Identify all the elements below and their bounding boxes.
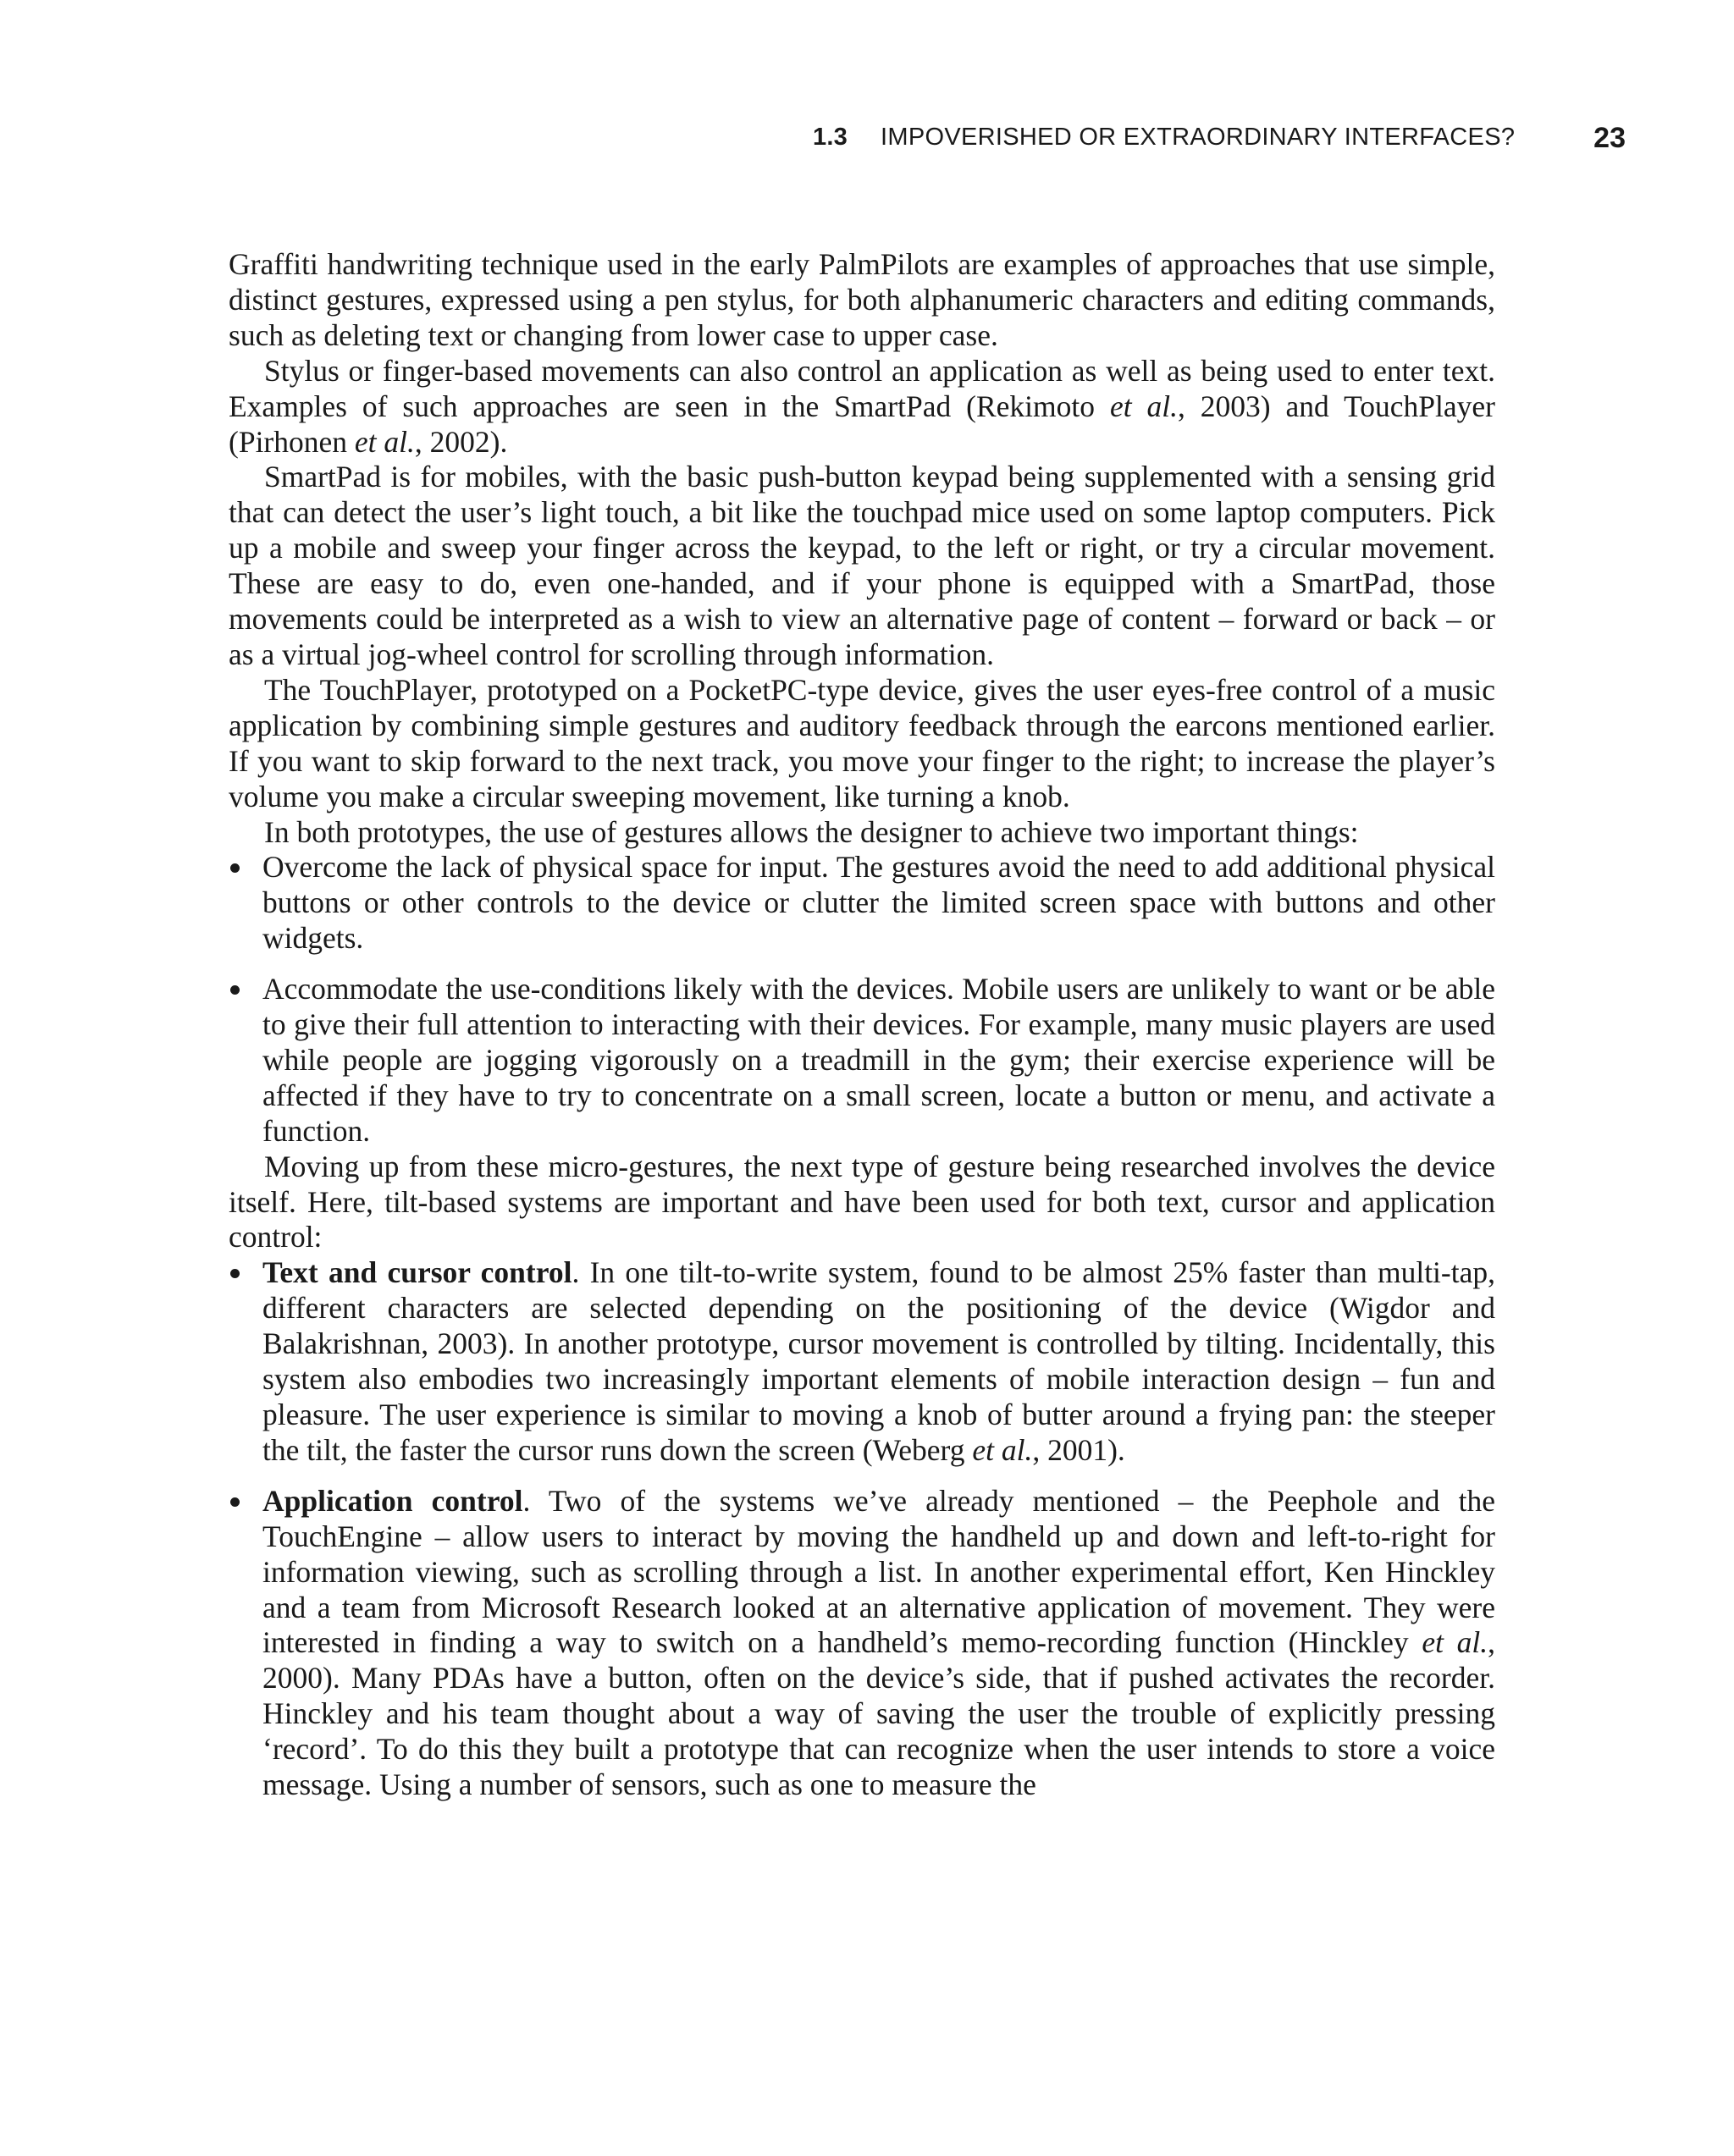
list-item — [229, 850, 1495, 957]
bullet-list-gesture-benefits — [229, 850, 1495, 1149]
section-title: IMPOVERISHED OR EXTRAORDINARY INTERFACES? — [881, 124, 1516, 151]
list-item-text: . In one tilt-to-write system, found to be almost 25% faster than multi-tap, different characters are selected depending on the positioning of the device (Wigdor and Balakrishnan, 2003). In another prototype, cursor movement is controlled by tilting. Incidentally, this system also embodies two increasingly important elements of mobile interaction design – fun and pleasure. The user experience is similar to moving a knob of butter around a frying pan: the steeper the tilt, the faster the cursor runs down the screen (Weberg — [262, 1255, 1495, 1467]
bullet-icon — [230, 1497, 240, 1507]
list-item-heading: Application control — [262, 1483, 523, 1518]
paragraph-graffiti: Graffiti handwriting technique used in the early PalmPilots are examples of approaches that use simple, distinct gestures, expressed using a pen stylus, for both alphanumeric characters and editing commands, such as deleting text or changing from lower case to upper case. — [229, 247, 1495, 352]
list-item-text-end: , 2001). — [1032, 1432, 1125, 1467]
citation-etal: et al. — [354, 424, 415, 459]
citation-etal: et al. — [1109, 389, 1178, 423]
body-text — [229, 247, 1495, 1803]
paragraph-stylus-text-c: , 2002). — [414, 424, 508, 459]
list-item-heading: Text and cursor control — [262, 1255, 572, 1290]
citation-etal: et al. — [1422, 1625, 1488, 1660]
list-item-text-end: , 2000). Many PDAs have a button, often on the device’s side, that if pushed activates the recorder. Hinckley and his team thought about a way of saving the user the trouble of explicitly pressing ‘record’. To do this they built a prototype that can recognize when the user intends to store a voice message. Using a number of sensors, such as one to measure the — [262, 1625, 1495, 1802]
paragraph-smartpad: SmartPad is for mobiles, with the basic push-button keypad being supplemented with a sensing grid that can detect the user’s light touch, a bit like the touchpad mice used on some laptop computers. Pick up a mobile and sweep your finger across the keypad, to the left or right, or try a circular movement. These are easy to do, even one-handed, and if your phone is equipped with a SmartPad, those movements could be interpreted as a wish to view an alternative page of content – forward or back – or as a virtual jog-wheel control for scrolling through information. — [229, 460, 1495, 671]
paragraph-micro-gestures: Moving up from these micro-gestures, the next type of gesture being researched involves the device itself. Here, tilt-based systems are important and have been used for both text, cursor and application control: — [229, 1149, 1495, 1254]
section-number: 1.3 — [813, 124, 848, 151]
bullet-icon — [230, 985, 240, 995]
bullet-icon — [230, 1269, 240, 1278]
citation-etal: et al. — [972, 1432, 1033, 1467]
list-item-text: . Two of the systems we’ve already mentioned – the Peephole and the TouchEngine – allow users to interact by moving the handheld up and down and left-to-right for information viewing, such as scrolling through a list. In another experimental effort, Ken Hinckley and a team from Microsoft Research looked at an alternative application of movement. They were interested in finding a way to switch on a handheld’s memo-recording function (Hinckley — [262, 1483, 1495, 1660]
list-item — [229, 1255, 1495, 1468]
paragraph-prototypes: In both prototypes, the use of gestures allows the designer to achieve two important things: — [264, 814, 1359, 849]
bullet-icon — [230, 863, 240, 873]
list-item-text: Accommodate the use-conditions likely with the devices. Mobile users are unlikely to want or be able to give their full attention to interacting with their devices. For example, many music players are used while people are jogging vigorously on a treadmill in the gym; their exercise experience will be affected if they have to try to concentrate on a small screen, locate a button or menu, and activate a function. — [262, 972, 1495, 1148]
bullet-list-tilt-control — [229, 1255, 1495, 1803]
list-item — [229, 1484, 1495, 1803]
page-number: 23 — [1593, 122, 1626, 154]
paragraph-touchplayer: The TouchPlayer, prototyped on a PocketPC-type device, gives the user eyes-free control of a music application by combining simple gestures and auditory feedback through the earcons mentioned earlier. If you want to skip forward to the next track, you move your finger to the right; to increase the player’s volume you make a circular sweeping movement, like turning a knob. — [229, 672, 1495, 813]
paragraph-stylus-text-a: Stylus or finger-based movements can also control an application as well as being used to enter text. Examples of such approaches are seen in the SmartPad (Rekimoto — [229, 353, 1495, 423]
list-item — [229, 972, 1495, 1150]
list-item-text: Overcome the lack of physical space for input. The gestures avoid the need to add additional physical buttons or other controls to the device or clutter the limited screen space with buttons and other widgets. — [262, 850, 1495, 956]
paragraph-stylus — [229, 354, 1495, 460]
running-head — [813, 124, 1626, 163]
paragraph-stylus-text-b: , 2003) and TouchPlayer (Pirhonen — [229, 389, 1496, 459]
